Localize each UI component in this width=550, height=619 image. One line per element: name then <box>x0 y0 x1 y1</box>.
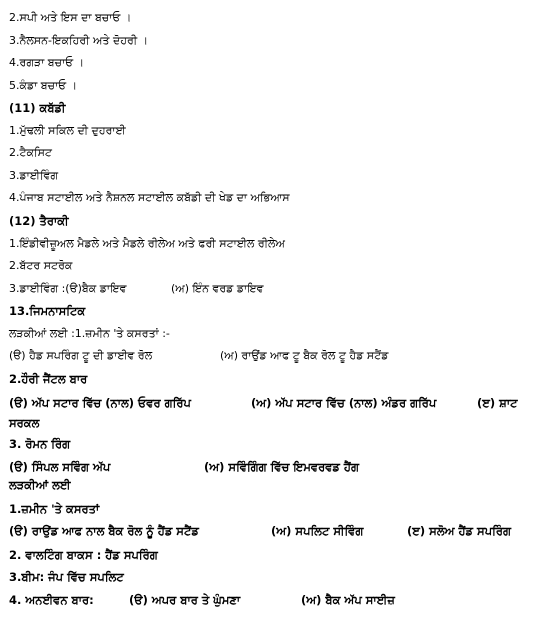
list-item: 5.ਕੰਡਾ ਬਚਾਓ । <box>9 79 77 92</box>
list-item: 2.ਟੈਕਸਿਟ <box>9 146 52 159</box>
subheading: ਲੜਕੀਆਂ ਲਈ <box>9 478 71 492</box>
list-item-part: (ਅ) ਅੱਪ ਸਟਾਰ ਵਿੱਚ (ਨਾਲ) ਅੰਡਰ ਗਰਿੱਪ <box>251 396 437 410</box>
list-item-part: (ਅ) ਰਾਉਂਡ ਆਫ ਟੂ ਬੈਕ ਰੋਲ ਟੂ ਹੈਡ ਸਟੈਂਡ <box>220 349 389 362</box>
list-item: 2.ਸਪੀ ਅਤੇ ਇਸ ਦਾ ਬਚਾਓ । <box>9 11 132 24</box>
section-heading: 13.ਜਿਮਨਾਸਟਿਕ <box>9 304 86 318</box>
list-item-part: (ਅ) ਬੈਕ ਅੱਪ ਸਾਈਜ਼ <box>301 593 395 607</box>
list-item: 4.ਪੰਜਾਬ ਸਟਾਈਲ ਅਤੇ ਨੈਸ਼ਨਲ ਸਟਾਈਲ ਕਬੱਡੀ ਦੀ ਖੇਡ ਦਾ ਅਭਿਆਸ <box>9 191 290 204</box>
list-item-part: 3.ਡਾਈਵਿੰਗ :(ੳ)ਬੈਕ ਡਾਇਵ <box>9 282 127 295</box>
subheading: ਲੜਕੀਆਂ ਲਈ :1.ਜ਼ਮੀਨ 'ਤੇ ਕਸਰਤਾਂ :- <box>9 327 170 340</box>
section-heading: (12) ਤੈਰਾਕੀ <box>9 214 69 228</box>
list-item: 1.ਇੰਡੀਵੀਜ਼ੂਅਲ ਮੈਡਲੇ ਅਤੇ ਮੈਡਲੇ ਰੀਲੇਅ ਅਤੇ ਫਰੀ ਸਟਾਈਲ ਰੀਲੇਅ <box>9 237 285 250</box>
list-item: 3.ਡਾਈਵਿੰਗ <box>9 169 59 182</box>
list-item-part: (ਅ) ਸਵਿੰਗਿੰਗ ਵਿੱਚ ਇਮਵਰਵਡ ਹੈਂਗ <box>204 460 359 474</box>
list-item-part: 4. ਅਨਈਵਨ ਬਾਰ: <box>9 593 94 607</box>
list-item-part: (ਅ) ਸਪਲਿਟ ਸੀਵਿੰਗ <box>271 524 364 538</box>
list-item: 1.ਮੁੱਢਲੀ ਸਕਿਲ ਦੀ ਦੁਹਰਾਈ <box>9 124 126 137</box>
subheading: 3. ਰੋਮਨ ਰਿੰਗ <box>9 437 71 451</box>
list-item-part: (ੳ) ਹੈਡ ਸਪਰਿੰਗ ਟੂ ਦੀ ਡਾਈਵ ਰੋਲ <box>9 349 153 362</box>
list-item: 3.ਬੀਮ: ਜੰਪ ਵਿੱਚ ਸਪਲਿਟ <box>9 570 124 584</box>
list-item-continuation: ਸਰਕਲ <box>9 416 40 430</box>
list-item-part: (ੳ) ਰਾਉਂਡ ਆਫ ਨਾਲ ਬੈਕ ਰੋਲ ਨੂੰ ਹੈਂਡ ਸਟੈਂਡ <box>9 524 199 538</box>
list-item-part: (ੳ) ਅੱਪ ਸਟਾਰ ਵਿੱਚ (ਨਾਲ) ਓਵਰ ਗਰਿੱਪ <box>9 396 191 410</box>
list-item-part: (ਅ) ਇੰਨ ਵਰਡ ਡਾਇਵ <box>171 282 264 295</box>
subheading: 1.ਜ਼ਮੀਨ 'ਤੇ ਕਸਰਤਾਂ <box>9 502 100 516</box>
list-item-part: (ੲ) ਸ਼ਾਟ <box>477 396 518 410</box>
list-item-part: (ੳ) ਅਪਰ ਬਾਰ ਤੇ ਘੁੰਮਣਾ <box>129 593 241 607</box>
subheading: 2.ਹੌਰੀ ਜੈਂਟਲ ਬਾਰ <box>9 372 88 386</box>
list-item: 2. ਵਾਲਟਿੰਗ ਬਾਕਸ : ਹੈਂਡ ਸਪਰਿੰਗ <box>9 548 158 562</box>
list-item-part: (ੲ) ਸਲੋਅ ਹੈਂਡ ਸਪਰਿੰਗ <box>407 524 511 538</box>
section-heading: (11) ਕਬੱਡੀ <box>9 101 66 115</box>
list-item-part: (ੳ) ਸਿੰਪਲ ਸਵਿੰਗ ਅੱਪ <box>9 460 111 474</box>
list-item: 3.ਨੈਲਸਨ-ਇਕਹਿਰੀ ਅਤੇ ਦੋਹਰੀ । <box>9 34 149 47</box>
list-item: 2.ਬੱਟਰ ਸਟਰੋਕ <box>9 259 73 272</box>
list-item: 4.ਰਗੜਾ ਬਚਾਓ । <box>9 56 85 69</box>
